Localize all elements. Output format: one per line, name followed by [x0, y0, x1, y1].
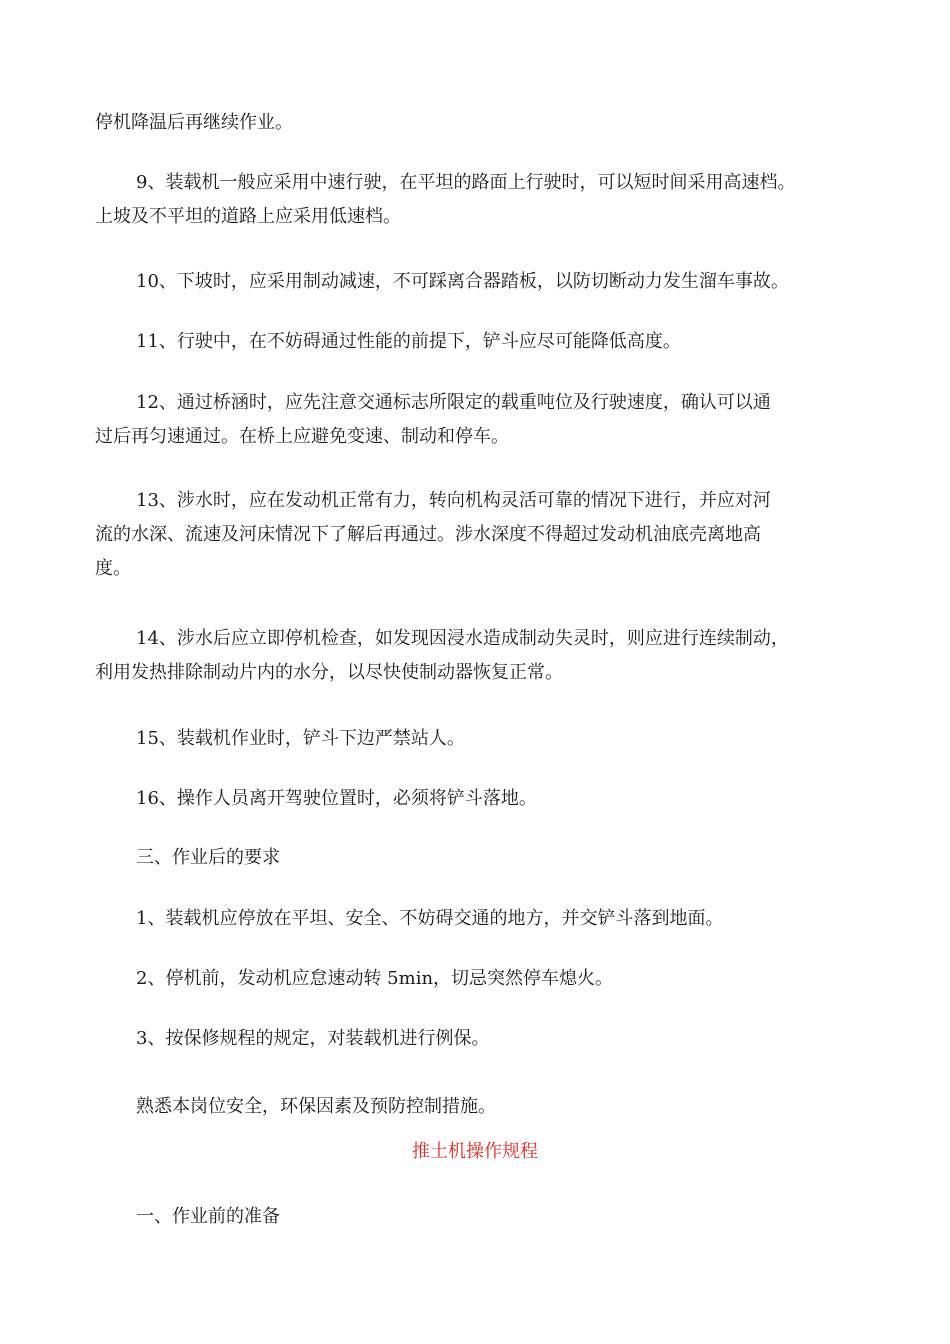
paragraph-item-13 — [95, 484, 865, 586]
text-line: 2、停机前，发动机应怠速动转 5min，切忌突然停车熄火。 — [136, 968, 614, 989]
paragraph-item-16 — [95, 782, 865, 816]
text-line: 度。 — [95, 558, 131, 579]
paragraph-after-1 — [95, 902, 865, 936]
text-line: 1、装载机应停放在平坦、安全、不妨碍交通的地方，并交铲斗落到地面。 — [136, 908, 724, 929]
paragraph-item-10 — [95, 265, 865, 299]
text-line: 利用发热排除制动片内的水分，以尽快使制动器恢复正常。 — [95, 662, 563, 683]
text-line: 10、下坡时，应采用制动减速，不可踩离合器踏板，以防切断动力发生溜车事故。 — [136, 271, 789, 292]
section-heading-before-work — [95, 1200, 865, 1234]
paragraph-continuation — [95, 106, 865, 140]
text-line: 11、行驶中，在不妨碍通过性能的前提下，铲斗应尽可能降低高度。 — [136, 331, 681, 352]
text-line: 16、操作人员离开驾驶位置时，必须将铲斗落地。 — [136, 788, 537, 809]
text-line: 三、作业后的要求 — [136, 847, 280, 868]
text-line: 12、通过桥涵时，应先注意交通标志所限定的载重吨位及行驶速度，确认可以通 — [136, 392, 771, 413]
section-title: 推土机操作规程 — [412, 1141, 538, 1162]
text-line: 一、作业前的准备 — [136, 1206, 280, 1227]
text-line: 14、涉水后应立即停机检查，如发现因浸水造成制动失灵时，则应进行连续制动， — [136, 628, 789, 649]
paragraph-familiar — [95, 1090, 865, 1124]
text-line: 流的水深、流速及河床情况下了解后再通过。涉水深度不得超过发动机油底壳离地高 — [95, 524, 761, 545]
paragraph-item-14 — [95, 622, 865, 690]
text-line: 熟悉本岗位安全，环保因素及预防控制措施。 — [136, 1096, 496, 1117]
text-line: 13、涉水时，应在发动机正常有力，转向机构灵活可靠的情况下进行，并应对河 — [136, 490, 771, 511]
paragraph-after-3 — [95, 1022, 865, 1056]
text-line: 停机降温后再继续作业。 — [95, 112, 293, 133]
text-line: 9、装载机一般应采用中速行驶，在平坦的路面上行驶时，可以短时间采用高速档。 — [136, 172, 796, 193]
paragraph-item-11 — [95, 325, 865, 359]
text-line: 过后再匀速通过。在桥上应避免变速、制动和停车。 — [95, 426, 509, 447]
text-line: 上坡及不平坦的道路上应采用低速档。 — [95, 206, 401, 227]
paragraph-item-15 — [95, 722, 865, 756]
paragraph-item-9 — [95, 166, 865, 234]
text-line: 3、按保修规程的规定，对装载机进行例保。 — [136, 1028, 490, 1049]
paragraph-item-12 — [95, 386, 865, 454]
paragraph-after-2 — [95, 962, 865, 996]
text-line: 15、装载机作业时，铲斗下边严禁站人。 — [136, 728, 465, 749]
section-heading-after-work — [95, 841, 865, 875]
